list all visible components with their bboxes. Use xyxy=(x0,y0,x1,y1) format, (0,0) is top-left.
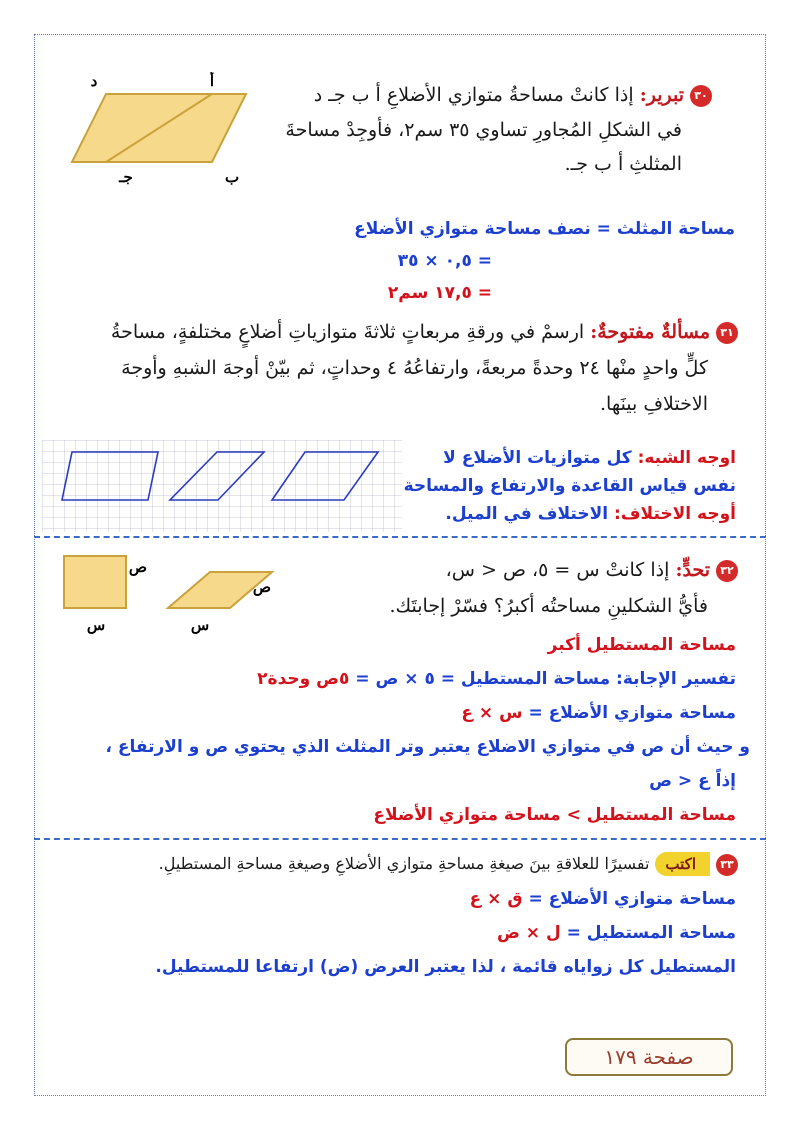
q31-similarity-label: اوجه الشبه: xyxy=(637,448,736,468)
page-number-box xyxy=(565,1038,733,1076)
q30-line3: المثلثِ أ ب جـ. xyxy=(564,153,682,175)
q33-answer-line2b: ل × ض xyxy=(497,923,561,943)
q30-text1: إذا كانتْ مساحةُ متوازي الأضلاعِ أ ب جـ د xyxy=(313,84,634,106)
q32-answer-line4: و حيث أن ص في متوازي الاضلاع يعتبر وتر المثلث الذي يحتوي ص و الارتفاع ، xyxy=(105,737,750,757)
q33-answer-line1a: مساحة متوازي الأضلاع = xyxy=(522,889,736,909)
q31-answer-line3 xyxy=(445,497,736,531)
q32-answer-line2 xyxy=(257,662,736,696)
q30-line1 xyxy=(314,77,712,113)
q30-label-d: د xyxy=(90,72,98,90)
q33-line1 xyxy=(159,846,738,882)
q33-keyword: اكتب xyxy=(655,852,710,876)
q33-answer-line1b: ق × ع xyxy=(469,889,523,909)
q32-answer-line3 xyxy=(461,696,736,730)
q30-number-badge: ٣٠ xyxy=(690,85,712,107)
q31-keyword: مسألةٌ مفتوحةٌ: xyxy=(590,321,710,343)
q32-line1 xyxy=(446,552,738,588)
q32-answer-line5: إذاً ع < ص xyxy=(649,771,736,791)
q32-rect-label-sad: ص xyxy=(128,558,148,576)
q30-label-j: جـ xyxy=(119,168,133,186)
page-number-label: صفحة ١٧٩ xyxy=(604,1045,694,1069)
q30-answer-line2: = ٠,٥ × ٣٥ xyxy=(397,251,492,271)
q32-rect-label-s: س xyxy=(86,616,106,634)
grid-paper xyxy=(42,440,402,532)
q30-label-a: أ xyxy=(209,72,215,90)
q32-answer-line3b: س × ع xyxy=(461,703,523,723)
q32-number-badge: ٣٢ xyxy=(716,560,738,582)
q32-line2: فأيُّ الشكلينِ مساحتُه أكبرُ؟ فسّرْ إجابتَك. xyxy=(389,595,708,617)
q32-answer-line2b: ٥ص وحدة٢ xyxy=(257,669,350,689)
q32-answer-line2a: تفسير الإجابة: مساحة المستطيل = ٥ × ص = xyxy=(349,669,736,689)
q32-keyword: تحدٍّ: xyxy=(675,559,710,581)
q31-difference-label: أوجه الاختلاف: xyxy=(613,504,736,524)
q31-number-badge: ٣١ xyxy=(716,322,738,344)
q32-answer-line3a: مساحة متوازي الأضلاع = xyxy=(522,703,736,723)
q30-answer-line3: = ١٧,٥ سم٢ xyxy=(387,283,492,303)
q31-answer-line2: نفس قياس القاعدة والارتفاع والمساحة xyxy=(403,476,736,496)
q31-similarity-text1: كل متوازيات الأضلاع لا xyxy=(443,448,632,468)
q30-keyword: تبرير: xyxy=(639,84,684,106)
q32-para-label-sad: ص xyxy=(252,578,272,596)
divider-2 xyxy=(34,838,766,840)
q32-text1: إذا كانتْ س = ٥، ص < س، xyxy=(445,559,670,581)
q32-para-label-s: س xyxy=(190,616,210,634)
q30-label-b: ب xyxy=(224,168,240,186)
q33-text1: تفسيرًا للعلاقةِ بينَ صيغةِ مساحةِ متوازي الأضلاعِ وصيغةِ مساحةِ المستطيلِ. xyxy=(158,854,650,873)
q31-line2: كلٍّ واحدٍ منْها ٢٤ وحدةً مربعةً، وارتفاعُهُ ٤ وحداتٍ، ثم بيّنْ أوجهَ الشبهِ وأوجهَ xyxy=(121,357,708,379)
q32-rectangle xyxy=(64,556,126,608)
divider-1 xyxy=(34,536,766,538)
q31-difference-text: الاختلاف في الميل. xyxy=(445,504,609,524)
q32-answer-line6: مساحة المستطيل > مساحة متوازي الأضلاع xyxy=(373,805,736,825)
q33-answer-line3: المستطيل كل زواياه قائمة ، لذا يعتبر العرض (ض) ارتفاعا للمستطيل. xyxy=(155,957,736,977)
q33-number-badge: ٣٣ xyxy=(716,854,738,876)
q33-answer-line2a: مساحة المستطيل = xyxy=(560,923,736,943)
q30-line2: في الشكلِ المُجاورِ تساوي ٣٥ سم٢، فأوجِدْ مساحةَ xyxy=(285,119,682,141)
q31-grid-figure xyxy=(42,440,402,532)
q32-answer-line1: مساحة المستطيل أكبر xyxy=(547,635,736,655)
q32-shapes-figure xyxy=(58,548,318,640)
q31-line3: الاختلافِ بينَها. xyxy=(599,393,708,415)
q31-text1: ارسمْ في ورقةِ مربعاتٍ ثلاثةَ متوازياتِ أضلاعٍ مختلفةٍ، مساحةُ xyxy=(110,321,585,343)
q31-line1 xyxy=(111,314,738,350)
q30-answer-line1: مساحة المثلث = نصف مساحة متوازي الأضلاع xyxy=(354,219,735,239)
q33-answer-line2 xyxy=(497,916,736,950)
q30-parallelogram-figure xyxy=(70,72,270,187)
q33-answer-line1 xyxy=(470,882,736,916)
